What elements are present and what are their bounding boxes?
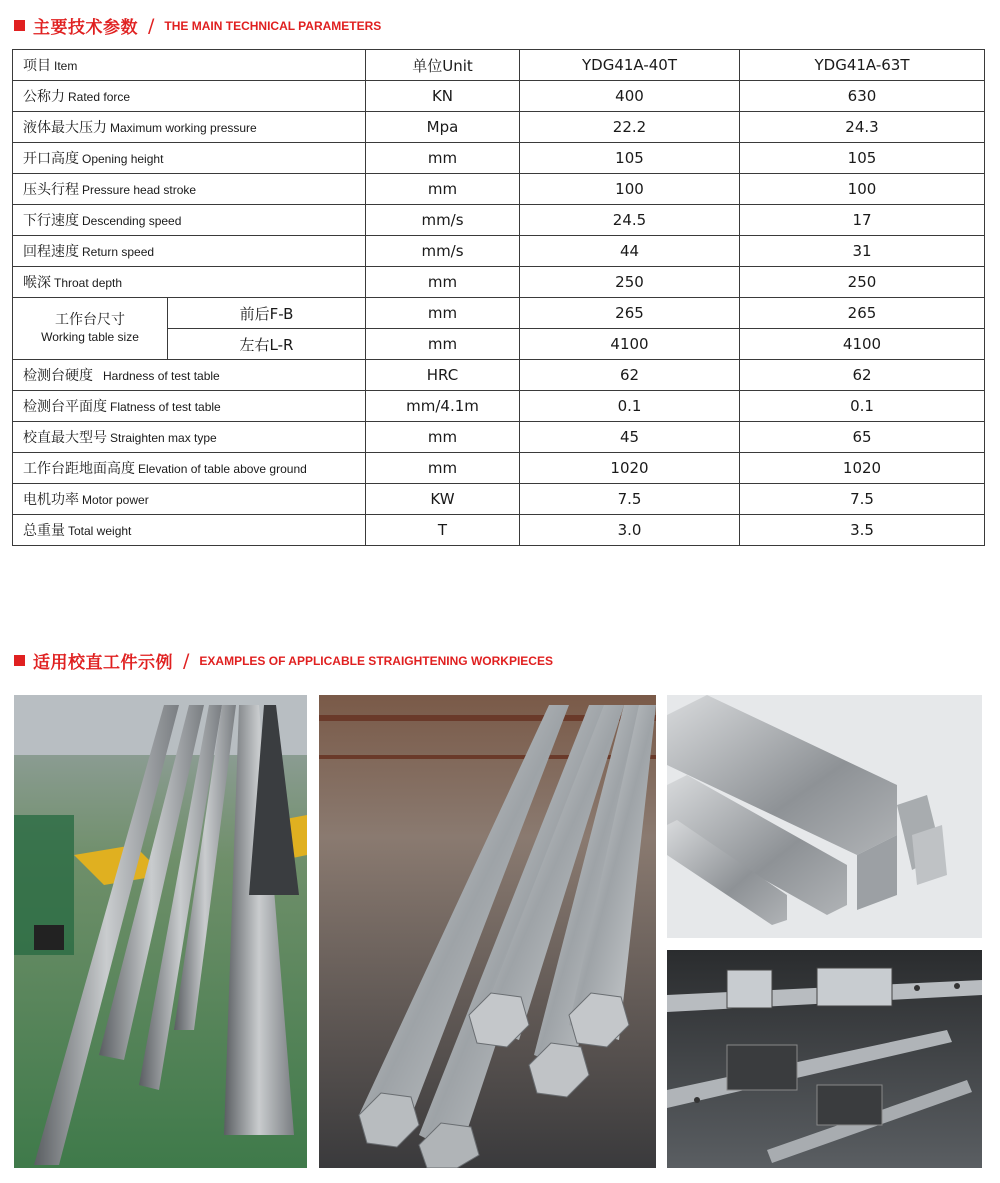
item-en: Flatness of test table <box>110 400 221 414</box>
sub-label-cell: 左右L-R <box>168 329 366 360</box>
value1-cell: 24.5 <box>520 205 740 236</box>
value2-cell: 105 <box>740 143 985 174</box>
table-row <box>13 484 985 515</box>
table-row <box>13 515 985 546</box>
unit-cell: T <box>366 515 520 546</box>
item-cell <box>13 143 366 174</box>
value2-cell: 100 <box>740 174 985 205</box>
table-row <box>13 174 985 205</box>
sub-label-cell: 前后F-B <box>168 298 366 329</box>
value2-cell: 7.5 <box>740 484 985 515</box>
item-en: Maximum working pressure <box>110 121 257 135</box>
item-zh: 校直最大型号 <box>23 430 107 446</box>
item-cell <box>13 205 366 236</box>
value1-cell: 400 <box>520 81 740 112</box>
item-cell <box>13 515 366 546</box>
value2-cell: 62 <box>740 360 985 391</box>
item-cell <box>13 360 366 391</box>
header-model2-cell: YDG41A-63T <box>740 50 985 81</box>
item-cell <box>13 112 366 143</box>
value2-cell: 250 <box>740 267 985 298</box>
item-cell <box>13 484 366 515</box>
item-cell <box>13 236 366 267</box>
item-en: Total weight <box>68 524 132 538</box>
item-cell <box>13 422 366 453</box>
item-cell <box>13 391 366 422</box>
table-row <box>13 143 985 174</box>
flat-bars-photo <box>14 695 307 1168</box>
section-title-examples <box>14 648 553 673</box>
table-size-en: Working table size <box>41 330 139 344</box>
item-zh: 开口高度 <box>23 151 79 167</box>
unit-cell: mm <box>366 267 520 298</box>
unit-cell: HRC <box>366 360 520 391</box>
value1-cell: 0.1 <box>520 391 740 422</box>
value1-cell: 22.2 <box>520 112 740 143</box>
linear-guide-rails-photo <box>667 950 982 1168</box>
unit-cell: mm <box>366 422 520 453</box>
value1-cell: 105 <box>520 143 740 174</box>
item-zh: 总重量 <box>23 523 65 539</box>
item-zh: 检测台硬度 <box>23 368 93 384</box>
unit-cell: mm/s <box>366 236 520 267</box>
unit-cell: mm/s <box>366 205 520 236</box>
table-row-table-size-fb <box>13 298 985 329</box>
item-en: Rated force <box>68 90 131 104</box>
unit-cell: Mpa <box>366 112 520 143</box>
red-square-icon <box>14 655 25 666</box>
section-title-en: EXAMPLES OF APPLICABLE STRAIGHTENING WORKPIECES <box>199 653 553 668</box>
value2-cell: 31 <box>740 236 985 267</box>
item-en: Pressure head stroke <box>82 183 197 197</box>
section-title-zh: 适用校直工件示例 <box>33 653 173 673</box>
table-row <box>13 391 985 422</box>
item-zh: 电机功率 <box>23 492 79 508</box>
item-cell <box>13 267 366 298</box>
unit-cell: mm <box>366 174 520 205</box>
value2-cell: 4100 <box>740 329 985 360</box>
table-row <box>13 205 985 236</box>
item-zh: 喉深 <box>23 275 51 291</box>
value2-cell: 1020 <box>740 453 985 484</box>
header-item-en: Item <box>54 59 78 73</box>
table-row <box>13 453 985 484</box>
hexagonal-bars-photo <box>319 695 656 1168</box>
value2-cell: 65 <box>740 422 985 453</box>
value2-cell: 265 <box>740 298 985 329</box>
item-zh: 检测台平面度 <box>23 399 107 415</box>
section-title-en: THE MAIN TECHNICAL PARAMETERS <box>164 18 382 33</box>
item-zh: 压头行程 <box>23 182 79 198</box>
item-en: Descending speed <box>82 214 182 228</box>
value1-cell: 44 <box>520 236 740 267</box>
item-zh: 下行速度 <box>23 213 79 229</box>
value2-cell: 3.5 <box>740 515 985 546</box>
table-size-zh: 工作台尺寸 <box>55 312 125 328</box>
title-slash: / <box>183 649 190 672</box>
item-cell <box>13 81 366 112</box>
value1-cell: 265 <box>520 298 740 329</box>
unit-cell: mm/4.1m <box>366 391 520 422</box>
unit-cell: mm <box>366 329 520 360</box>
title-slash: / <box>148 14 155 37</box>
item-en: Return speed <box>82 245 155 259</box>
item-cell <box>13 174 366 205</box>
table-row <box>13 267 985 298</box>
unit-cell: KN <box>366 81 520 112</box>
header-item-zh: 项目 <box>23 58 51 74</box>
item-en: Opening height <box>82 152 164 166</box>
item-en: Straighten max type <box>110 431 217 445</box>
value1-cell: 250 <box>520 267 740 298</box>
value1-cell: 62 <box>520 360 740 391</box>
table-header-row <box>13 50 985 81</box>
value2-cell: 630 <box>740 81 985 112</box>
value1-cell: 100 <box>520 174 740 205</box>
table-row <box>13 81 985 112</box>
table-row <box>13 236 985 267</box>
section-title-zh: 主要技术参数 <box>33 18 138 38</box>
parameters-table <box>12 49 985 546</box>
item-zh: 工作台距地面高度 <box>23 461 135 477</box>
item-zh: 公称力 <box>23 89 65 105</box>
table-row <box>13 422 985 453</box>
table-row <box>13 360 985 391</box>
header-model1-cell: YDG41A-40T <box>520 50 740 81</box>
item-en: Motor power <box>82 493 149 507</box>
header-unit-cell: 单位Unit <box>366 50 520 81</box>
item-en: Throat depth <box>54 276 123 290</box>
value2-cell: 0.1 <box>740 391 985 422</box>
value1-cell: 1020 <box>520 453 740 484</box>
item-zh: 液体最大压力 <box>23 120 107 136</box>
value1-cell: 4100 <box>520 329 740 360</box>
value1-cell: 3.0 <box>520 515 740 546</box>
value1-cell: 7.5 <box>520 484 740 515</box>
section-title-parameters <box>14 13 381 38</box>
item-en: Elevation of table above ground <box>138 462 307 476</box>
item-cell <box>13 453 366 484</box>
unit-cell: mm <box>366 143 520 174</box>
value2-cell: 24.3 <box>740 112 985 143</box>
value2-cell: 17 <box>740 205 985 236</box>
square-bars-photo <box>667 695 982 938</box>
item-zh: 回程速度 <box>23 244 79 260</box>
table-row <box>13 112 985 143</box>
header-item-cell <box>13 50 366 81</box>
red-square-icon <box>14 20 25 31</box>
unit-cell: KW <box>366 484 520 515</box>
table-size-item-cell <box>13 298 168 360</box>
value1-cell: 45 <box>520 422 740 453</box>
unit-cell: mm <box>366 453 520 484</box>
unit-cell: mm <box>366 298 520 329</box>
item-en: Hardness of test table <box>103 369 220 383</box>
